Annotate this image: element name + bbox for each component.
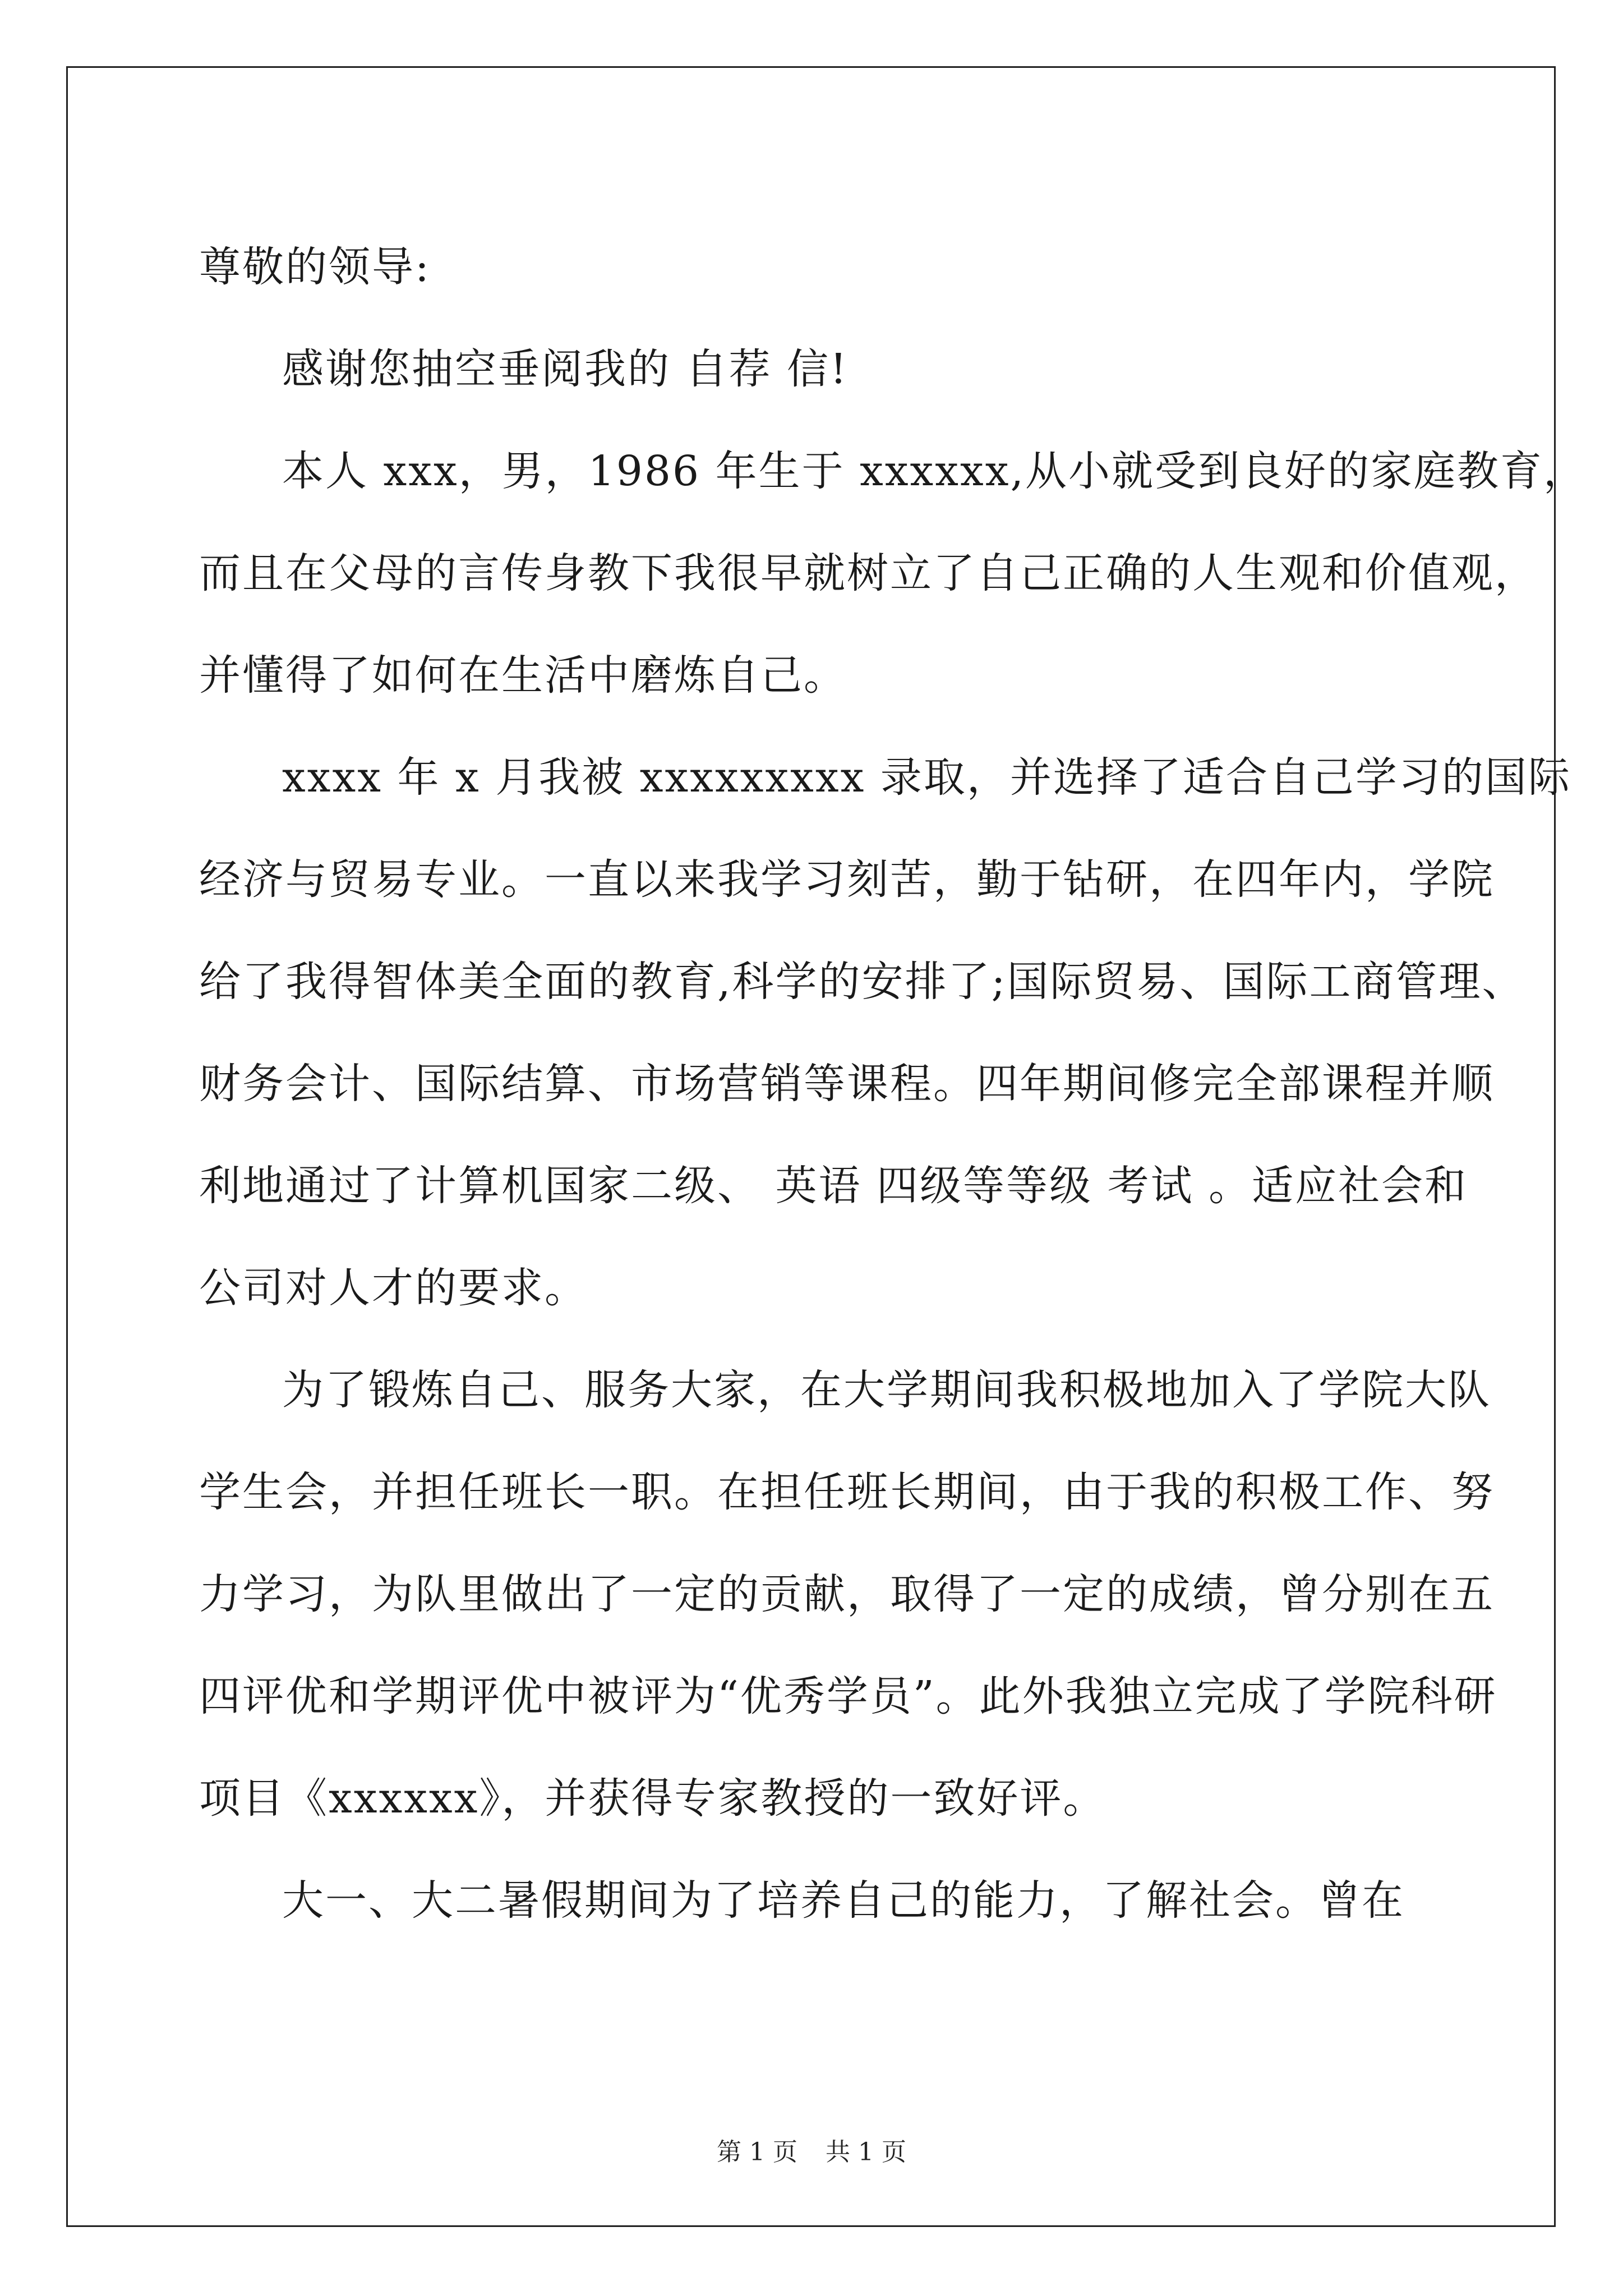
paragraph-line: 大一、大二暑假期间为了培养自己的能力，了解社会。曾在 bbox=[282, 1876, 1405, 1925]
salutation: 尊敬的领导: bbox=[199, 243, 431, 291]
paragraph-line: 并懂得了如何在生活中磨炼自己。 bbox=[199, 651, 847, 700]
paragraph-line: 本人 xxx，男，1986 年生于 xxxxxx,从小就受到良好的家庭教育， bbox=[282, 447, 1587, 495]
paragraph-line: 财务会计、国际结算、市场营销等课程。四年期间修完全部课程并顺 bbox=[199, 1060, 1495, 1108]
paragraph-line: 给了我得智体美全面的教育,科学的安排了;国际贸易、国际工商管理、 bbox=[199, 958, 1525, 1006]
paragraph-line: 利地通过了计算机国家二级、 英语 四级等等级 考试 。适应社会和 bbox=[199, 1162, 1468, 1210]
paragraph-line: 为了锻炼自己、服务大家，在大学期间我积极地加入了学院大队 bbox=[282, 1366, 1491, 1414]
page-number: 第 1 页 bbox=[717, 2138, 797, 2166]
paragraph-line: 项目《xxxxxx》，并获得专家教授的一致好评。 bbox=[199, 1774, 1106, 1823]
paragraph-line: 公司对人才的要求。 bbox=[199, 1264, 588, 1312]
page-footer bbox=[0, 2132, 1623, 2168]
paragraph-line: 感谢您抽空垂阅我的 自荐 信! bbox=[282, 345, 849, 393]
paragraph-line: 学生会，并担任班长一职。在担任班长期间，由于我的积极工作、努 bbox=[199, 1468, 1495, 1516]
paragraph-line: xxxx 年 x 月我被 xxxxxxxxx 录取，并选择了适合自己学习的国际 bbox=[282, 753, 1571, 802]
page-total: 共 1 页 bbox=[826, 2138, 906, 2166]
paragraph-line: 力学习，为队里做出了一定的贡献，取得了一定的成绩，曾分别在五 bbox=[199, 1570, 1495, 1618]
paragraph-line: 四评优和学期评优中被评为“优秀学员”。此外我独立完成了学院科研 bbox=[199, 1672, 1497, 1720]
letter-body bbox=[199, 216, 1587, 1952]
paragraph-line: 经济与贸易专业。一直以来我学习刻苦，勤于钻研，在四年内，学院 bbox=[199, 855, 1495, 904]
paragraph-line: 而且在父母的言传身教下我很早就树立了自己正确的人生观和价值观， bbox=[199, 549, 1538, 597]
